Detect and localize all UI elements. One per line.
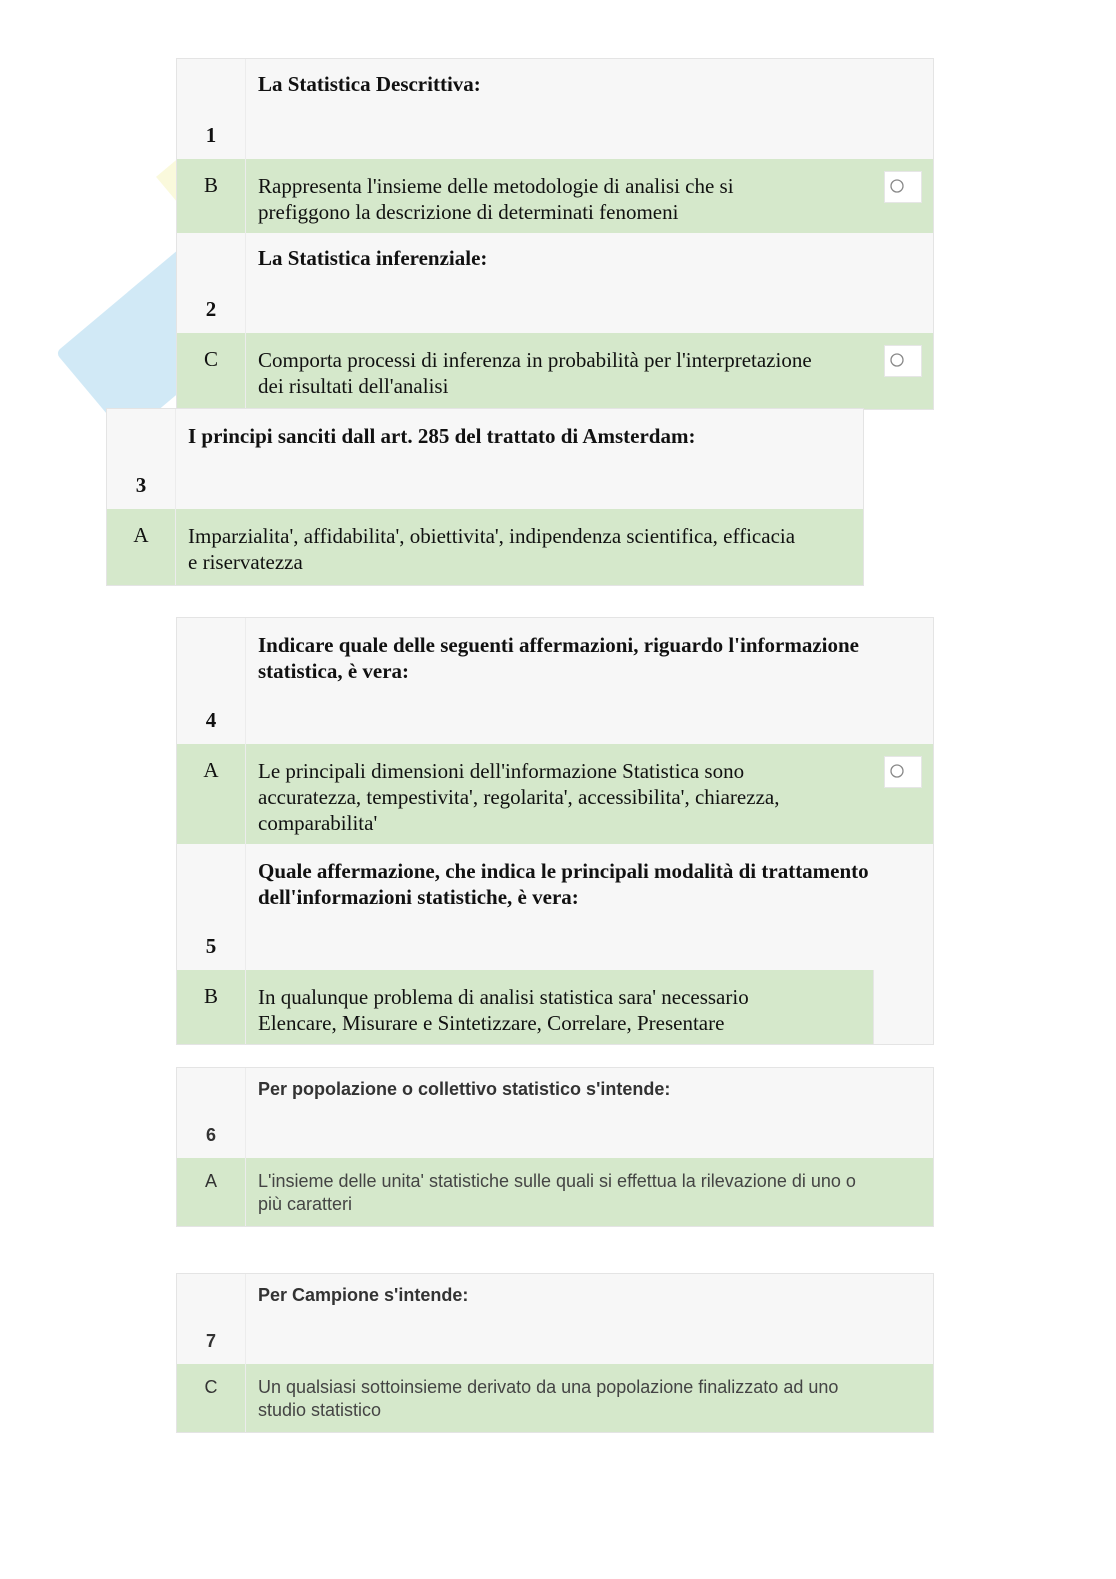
answer-letter: A <box>133 523 149 547</box>
quiz-block-7 <box>176 1273 934 1433</box>
answer-row <box>177 970 933 1044</box>
answer-row <box>177 333 933 409</box>
answer-side-cell <box>873 970 933 1044</box>
answer-letter: B <box>203 984 218 1008</box>
question-row <box>177 233 933 334</box>
question-text: La Statistica inferenziale: <box>258 246 488 270</box>
question-text: Quale affermazione, che indica le principali modalità di trattamento dell'informazioni statistiche, è vera: <box>258 859 869 909</box>
question-number: 1 <box>205 123 217 147</box>
quiz-block-3 <box>106 408 864 586</box>
answer-letter: C <box>204 1377 218 1397</box>
answer-letter: C <box>203 347 218 371</box>
question-number: 7 <box>205 1331 216 1351</box>
answer-row <box>177 159 933 234</box>
question-row <box>177 1068 933 1159</box>
answer-text: L'insieme delle unita' statistiche sulle quali si effettua la rilevazione di uno o più caratteri <box>258 1171 856 1214</box>
question-text: Indicare quale delle seguenti affermazioni, riguardo l'informazione statistica, è vera: <box>258 633 859 683</box>
question-text: Per popolazione o collettivo statistico s'intende: <box>258 1079 671 1099</box>
answer-letter: A <box>203 758 219 782</box>
quiz-block-6 <box>176 1067 934 1227</box>
answer-text: Comporta processi di inferenza in probabilità per l'interpretazione dei risultati dell'analisi <box>258 348 812 398</box>
answer-radio[interactable] <box>884 345 922 377</box>
answer-text: Rappresenta l'insieme delle metodologie di analisi che si prefiggono la descrizione di determinati fenomeni <box>258 174 734 224</box>
answer-row <box>177 1364 933 1432</box>
answer-text: Le principali dimensioni dell'informazione Statistica sono accuratezza, tempestivita', regolarita', accessibilita', chiarezza, comparabilita' <box>258 759 780 835</box>
answer-text: Un qualsiasi sottoinsieme derivato da una popolazione finalizzato ad uno studio statistico <box>258 1377 839 1420</box>
question-row <box>177 59 933 160</box>
answer-letter: B <box>203 173 218 197</box>
answer-radio[interactable] <box>884 171 922 203</box>
radio-icon <box>888 177 906 195</box>
answer-row <box>107 509 863 585</box>
question-row <box>177 618 933 745</box>
answer-text: In qualunque problema di analisi statistica sara' necessario Elencare, Misurare e Sintetizzare, Correlare, Presentare <box>258 985 749 1035</box>
question-number: 2 <box>205 297 217 321</box>
answer-radio[interactable] <box>884 756 922 788</box>
answer-letter: A <box>204 1171 217 1191</box>
question-number: 5 <box>205 934 217 958</box>
question-number: 3 <box>135 473 147 497</box>
quiz-block-4 <box>176 617 934 1045</box>
question-row <box>107 409 863 510</box>
question-text: I principi sanciti dall art. 285 del trattato di Amsterdam: <box>188 424 696 448</box>
question-row <box>177 1274 933 1365</box>
question-number: 6 <box>205 1125 216 1145</box>
answer-text: Imparzialita', affidabilita', obiettivita', indipendenza scientifica, efficacia e riservatezza <box>188 524 796 574</box>
radio-icon <box>888 351 906 369</box>
question-text: La Statistica Descrittiva: <box>258 72 481 96</box>
question-row <box>177 844 933 971</box>
radio-icon <box>888 762 906 780</box>
quiz-block-1 <box>176 58 934 410</box>
question-text: Per Campione s'intende: <box>258 1285 469 1305</box>
answer-row <box>177 1158 933 1226</box>
answer-row <box>177 744 933 845</box>
question-number: 4 <box>205 708 217 732</box>
